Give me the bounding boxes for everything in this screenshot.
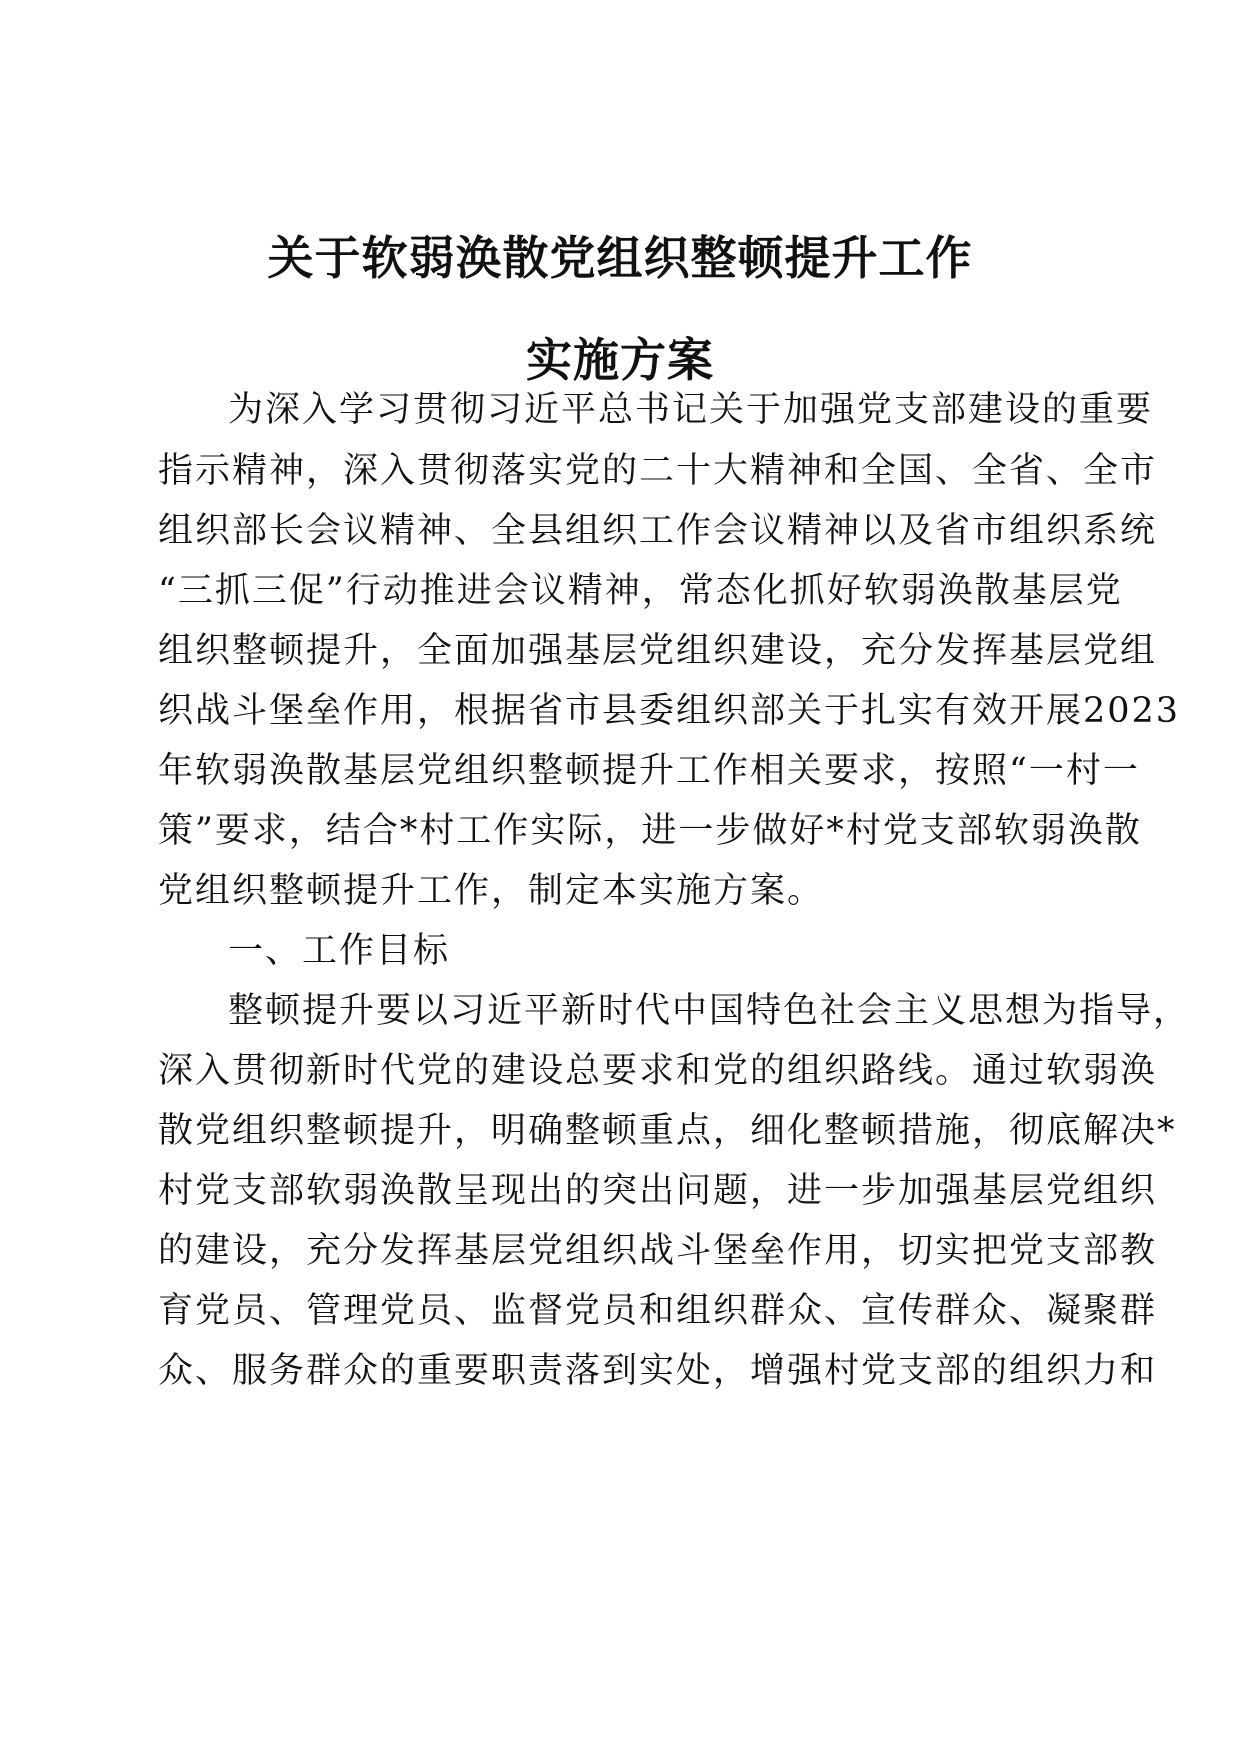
body-line: 党组织整顿提升工作，制定本实施方案。 (158, 871, 825, 911)
body-line: 策”要求，结合*村工作实际，进一步做好*村党支部软弱涣散 (158, 811, 1142, 851)
body-line: 的建设，充分发挥基层党组织战斗堡垒作用，切实把党支部教 (158, 1231, 1158, 1271)
body-line: 组织部长会议精神、全县组织工作会议精神以及省市组织系统 (158, 511, 1158, 551)
body-line: “三抓三促”行动推进会议精神，常态化抓好软弱涣散基层党 (158, 571, 1123, 611)
body-line: 育党员、管理党员、监督党员和组织群众、宣传群众、凝聚群 (158, 1291, 1158, 1331)
body-line: 组织整顿提升，全面加强基层党组织建设，充分发挥基层党组 (158, 631, 1158, 671)
body-line: 年软弱涣散基层党组织整顿提升工作相关要求，按照“一村一 (158, 751, 1140, 791)
body-line: 众、服务群众的重要职责落到实处，增强村党支部的组织力和 (158, 1351, 1158, 1391)
body-line: 指示精神，深入贯彻落实党的二十大精神和全国、全省、全市 (158, 451, 1158, 491)
body-line: 村党支部软弱涣散呈现出的突出问题，进一步加强基层党组织 (158, 1171, 1158, 1211)
body-line: 整顿提升要以习近平新时代中国特色社会主义思想为指导， (228, 991, 1191, 1031)
section-heading: 一、工作目标 (228, 931, 451, 971)
body-line: 深入贯彻新时代党的建设总要求和党的组织路线。通过软弱涣 (158, 1051, 1158, 1091)
body-line: 散党组织整顿提升，明确整顿重点，细化整顿措施，彻底解决* (158, 1111, 1177, 1151)
body-line: 为深入学习贯彻习近平总书记关于加强党支部建设的重要 (228, 390, 1154, 430)
document-title-line1: 关于软弱涣散党组织整顿提升工作 (267, 231, 973, 285)
body-line: 织战斗堡垒作用，根据省市县委组织部关于扎实有效开展2023 (158, 691, 1181, 731)
document-title-line2: 实施方案 (526, 333, 714, 387)
